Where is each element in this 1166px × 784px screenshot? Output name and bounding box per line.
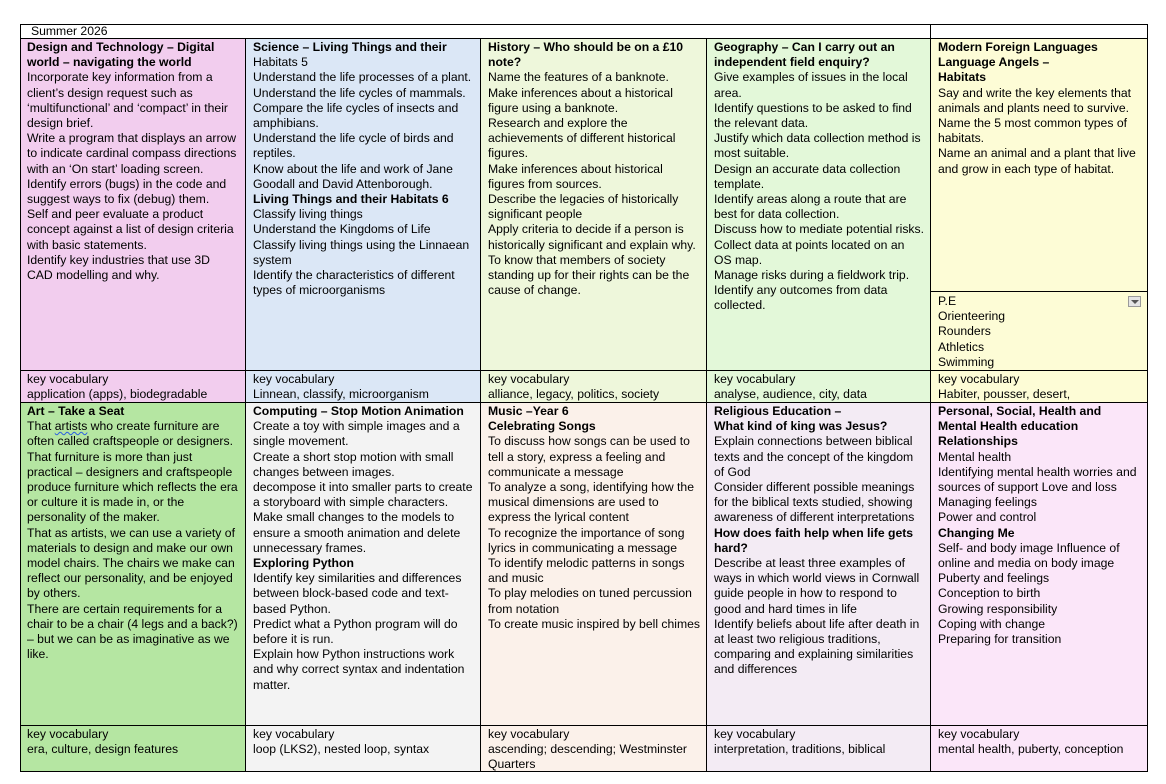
cell-text: Name the features of a banknote. — [488, 70, 669, 85]
page-title: Summer 2026 — [31, 24, 108, 38]
subject-cell — [707, 403, 931, 726]
cell-text: Give examples of issues in the local area. — [714, 70, 908, 100]
cell-heading: Personal, Social, Health and Mental Health education — [938, 404, 1102, 434]
subject-cell — [20, 39, 246, 371]
cell-text: Rounders — [938, 324, 991, 339]
vocab-label: key vocabulary — [714, 727, 796, 741]
vocab-words: application (apps), biodegradable — [27, 387, 208, 402]
cell-text: Understand the life cycle of birds and reptiles. — [253, 131, 454, 161]
vocab-cell — [246, 371, 481, 403]
cell-text: To identify melodic patterns in songs and music — [488, 556, 685, 586]
cell-text: Classify living things using the Linnaean system — [253, 237, 470, 267]
cell-heading: How does faith help when life gets hard? — [714, 525, 914, 555]
cell-text: Puberty and feelings — [938, 571, 1050, 586]
cell-heading: Music –Year 6 — [488, 404, 569, 418]
cell-text: Apply criteria to decide if a person is historically significant and explain why. — [488, 222, 696, 252]
cell-text: Incorporate key information from a client’s design request such as ‘multifunctional’ and ‘compact’ in their design brief. — [27, 70, 228, 131]
cell-heading: Living Things and their Habitats 6 — [253, 192, 449, 207]
vocab-cell — [20, 371, 246, 403]
cell-text: Explain connections between biblical texts and the concept of the kingdom of God — [714, 434, 914, 479]
dropdown-icon[interactable] — [1128, 296, 1141, 307]
cell-text: Managing feelings — [938, 495, 1037, 510]
vocab-label: key vocabulary — [488, 372, 570, 386]
vocab-label: key vocabulary — [27, 372, 109, 386]
cell-text: There are certain requirements for a chair to be a chair (4 legs and a back?) – but we can be as imaginative as we like. — [27, 601, 238, 662]
cell-heading: Celebrating Songs — [488, 419, 596, 434]
cell-text: Identify questions to be asked to find the relevant data. — [714, 100, 912, 131]
cell-text: Explain how Python instructions work and why correct syntax and indentation matter. — [253, 647, 465, 692]
cell-text: Make inferences about a historical figure using a banknote. — [488, 85, 673, 115]
cell-text: decompose it into smaller parts to create a storyboard with simple characters. — [253, 480, 473, 510]
vocab-cell — [246, 726, 481, 772]
cell-text: That furniture is more than just practical – designers and craftspeople produce furniture which reflects the era or culture it is made in, or the personality of the maker. — [27, 449, 238, 525]
vocab-words: mental health, puberty, conception — [938, 742, 1124, 757]
cell-heading: Language Angels – — [938, 55, 1050, 70]
cell-text: Self- and body image Influence of online and media on body image — [938, 540, 1120, 571]
cell-heading: Art – Take a Seat — [27, 404, 125, 418]
cell-text: Identify areas along a route that are best for data collection. — [714, 192, 907, 222]
cell-text: Consider different possible meanings for the biblical texts studied, showing awareness of different interpretations — [714, 480, 915, 525]
cell-text: That artists who create furniture are often called craftspeople or designers. — [27, 419, 233, 449]
cell-text: Identify beliefs about life after death in at least two religious traditions, comparing and explaining similarities and differences — [714, 616, 920, 677]
cell-text: Compare the life cycles of insects and amphibians. — [253, 100, 459, 131]
cell-text: Collect data at points located on an OS map. — [714, 237, 905, 267]
cell-text: Justify which data collection method is most suitable. — [714, 131, 921, 161]
cell-text: Describe the legacies of historically significant people — [488, 192, 679, 222]
cell-text: Know about the life and work of Jane Goodall and David Attenborough. — [253, 161, 453, 191]
cell-text: Identify key similarities and differences between block-based code and text-based Python. — [253, 571, 462, 616]
cell-heading: Exploring Python — [253, 556, 354, 571]
cell-text: Orienteering — [938, 309, 1006, 324]
cell-text: Mental health — [938, 449, 1012, 464]
cell-heading: Computing – Stop Motion Animation — [253, 404, 464, 418]
vocab-words: ascending; descending; Westminster Quarters — [488, 742, 687, 772]
vocab-cell — [931, 371, 1148, 403]
cell-text: Identify any outcomes from data collected. — [714, 283, 888, 313]
header-empty-cell — [931, 24, 1148, 39]
pe-cell — [931, 292, 1148, 371]
subject-cell — [481, 39, 707, 371]
cell-text: Predict what a Python program will do before it is run. — [253, 616, 458, 647]
vocab-cell — [707, 726, 931, 772]
cell-text: Understand the life processes of a plant. — [253, 70, 472, 85]
vocab-label: key vocabulary — [253, 727, 335, 741]
cell-text: Identifying mental health worries and sources of support Love and loss — [938, 464, 1137, 495]
cell-heading: Geography – Can I carry out an independent field enquiry? — [714, 40, 895, 70]
vocab-cell — [707, 371, 931, 403]
cell-text: Name the 5 most common types of habitats. — [938, 116, 1127, 146]
subject-cell — [931, 39, 1148, 292]
vocab-label: key vocabulary — [938, 372, 1020, 386]
cell-text: Research and explore the achievements of different historical figures. — [488, 116, 676, 161]
vocab-label: key vocabulary — [488, 727, 570, 741]
cell-text: To discuss how songs can be used to tell a story, express a feeling and communicate a message — [488, 434, 690, 479]
cell-text: To create music inspired by bell chimes — [488, 616, 701, 631]
cell-text: Understand the Kingdoms of Life — [253, 222, 431, 237]
vocab-label: key vocabulary — [938, 727, 1020, 741]
cell-text: Habitats 5 — [253, 55, 308, 70]
cell-text: Athletics — [938, 339, 985, 354]
cell-text: Identify the characteristics of different types of microorganisms — [253, 268, 455, 298]
cell-text: Power and control — [938, 510, 1037, 525]
vocab-cell — [481, 371, 707, 403]
cell-text: Write a program that displays an arrow to indicate cardinal compass directions with an ‘On start’ loading screen. — [27, 131, 237, 176]
cell-text: Self and peer evaluate a product concept against a list of design criteria with basic statements. — [27, 207, 234, 252]
cell-text: Say and write the key elements that animals and plants need to survive. — [938, 85, 1132, 115]
vocab-cell — [20, 726, 246, 772]
cell-text: Name an animal and a plant that live and grow in each type of habitat. — [938, 146, 1136, 176]
cell-text: Classify living things — [253, 207, 363, 222]
cell-heading: Changing Me — [938, 525, 1015, 540]
vocab-words: alliance, legacy, politics, society — [488, 387, 660, 402]
cell-text: To analyze a song, identifying how the musical dimensions are used to express the lyrical content — [488, 480, 694, 525]
cell-text: To know that members of society standing up for their rights can be the cause of change. — [488, 252, 690, 298]
cell-text: Identify key industries that use 3D CAD modelling and why. — [27, 252, 210, 283]
vocab-words: loop (LKS2), nested loop, syntax — [253, 742, 430, 757]
cell-text: Identify errors (bugs) in the code and suggest ways to fix (debug) them. — [27, 176, 227, 207]
vocab-words: interpretation, traditions, biblical — [714, 742, 886, 757]
cell-text: Make inferences about historical figures from sources. — [488, 161, 663, 191]
cell-heading: Habitats — [938, 70, 987, 85]
cell-heading: Religious Education – — [714, 404, 842, 418]
cell-text: That as artists, we can use a variety of materials to design and make our own model chairs. The chairs we make can reflect our personality, and be enjoyed by others. — [27, 525, 235, 601]
vocab-words: era, culture, design features — [27, 742, 179, 757]
cell-heading: Relationships — [938, 434, 1018, 449]
cell-heading: Design and Technology – Digital world – navigating the world — [27, 40, 215, 70]
vocab-label: key vocabulary — [253, 372, 335, 386]
vocab-cell — [931, 726, 1148, 772]
cell-text: To play melodies on tuned percussion from notation — [488, 586, 692, 616]
cell-heading: Modern Foreign Languages — [938, 40, 1098, 54]
vocab-words: analyse, audience, city, data — [714, 387, 867, 402]
subject-cell — [707, 39, 931, 371]
subject-cell — [246, 39, 481, 371]
spelling-flag: artists — [54, 419, 88, 434]
cell-text: Growing responsibility — [938, 601, 1058, 616]
cell-text: Design an accurate data collection template. — [714, 161, 901, 191]
subject-cell — [20, 403, 246, 726]
subject-cell — [931, 403, 1148, 726]
header-title-cell — [20, 24, 931, 39]
vocab-cell — [481, 726, 707, 772]
cell-text: Create a short stop motion with small changes between images. — [253, 449, 454, 479]
cell-text: Discuss how to mediate potential risks. — [714, 222, 924, 237]
cell-text: To recognize the importance of song lyrics in communicating a message — [488, 525, 685, 555]
curriculum-table — [20, 24, 1148, 772]
vocab-words: Linnean, classify, microorganism — [253, 387, 429, 402]
cell-text: Create a toy with simple images and a single movement. — [253, 419, 460, 449]
cell-text: Swimming — [938, 354, 995, 369]
cell-heading: What kind of king was Jesus? — [714, 419, 888, 434]
vocab-label: key vocabulary — [714, 372, 796, 386]
vocab-label: key vocabulary — [27, 727, 109, 741]
cell-text: P.E — [938, 294, 957, 308]
cell-heading: History – Who should be on a £10 note? — [488, 40, 684, 70]
cell-text: Make small changes to the models to ensure a smooth animation and delete unnecessary frames. — [253, 510, 461, 555]
cell-text: Preparing for transition — [938, 632, 1062, 647]
vocab-words: Habiter, pousser, desert, — [938, 387, 1071, 402]
cell-text: Manage risks during a fieldwork trip. — [714, 268, 910, 283]
subject-cell — [246, 403, 481, 726]
subject-cell — [481, 403, 707, 726]
cell-heading: Science – Living Things and their — [253, 40, 447, 54]
cell-text: Conception to birth — [938, 586, 1041, 601]
cell-text: Describe at least three examples of ways in which world views in Cornwall guide people in how to respond to good and hard times in life — [714, 556, 920, 616]
cell-text: Coping with change — [938, 616, 1046, 631]
cell-text: Understand the life cycles of mammals. — [253, 85, 466, 100]
